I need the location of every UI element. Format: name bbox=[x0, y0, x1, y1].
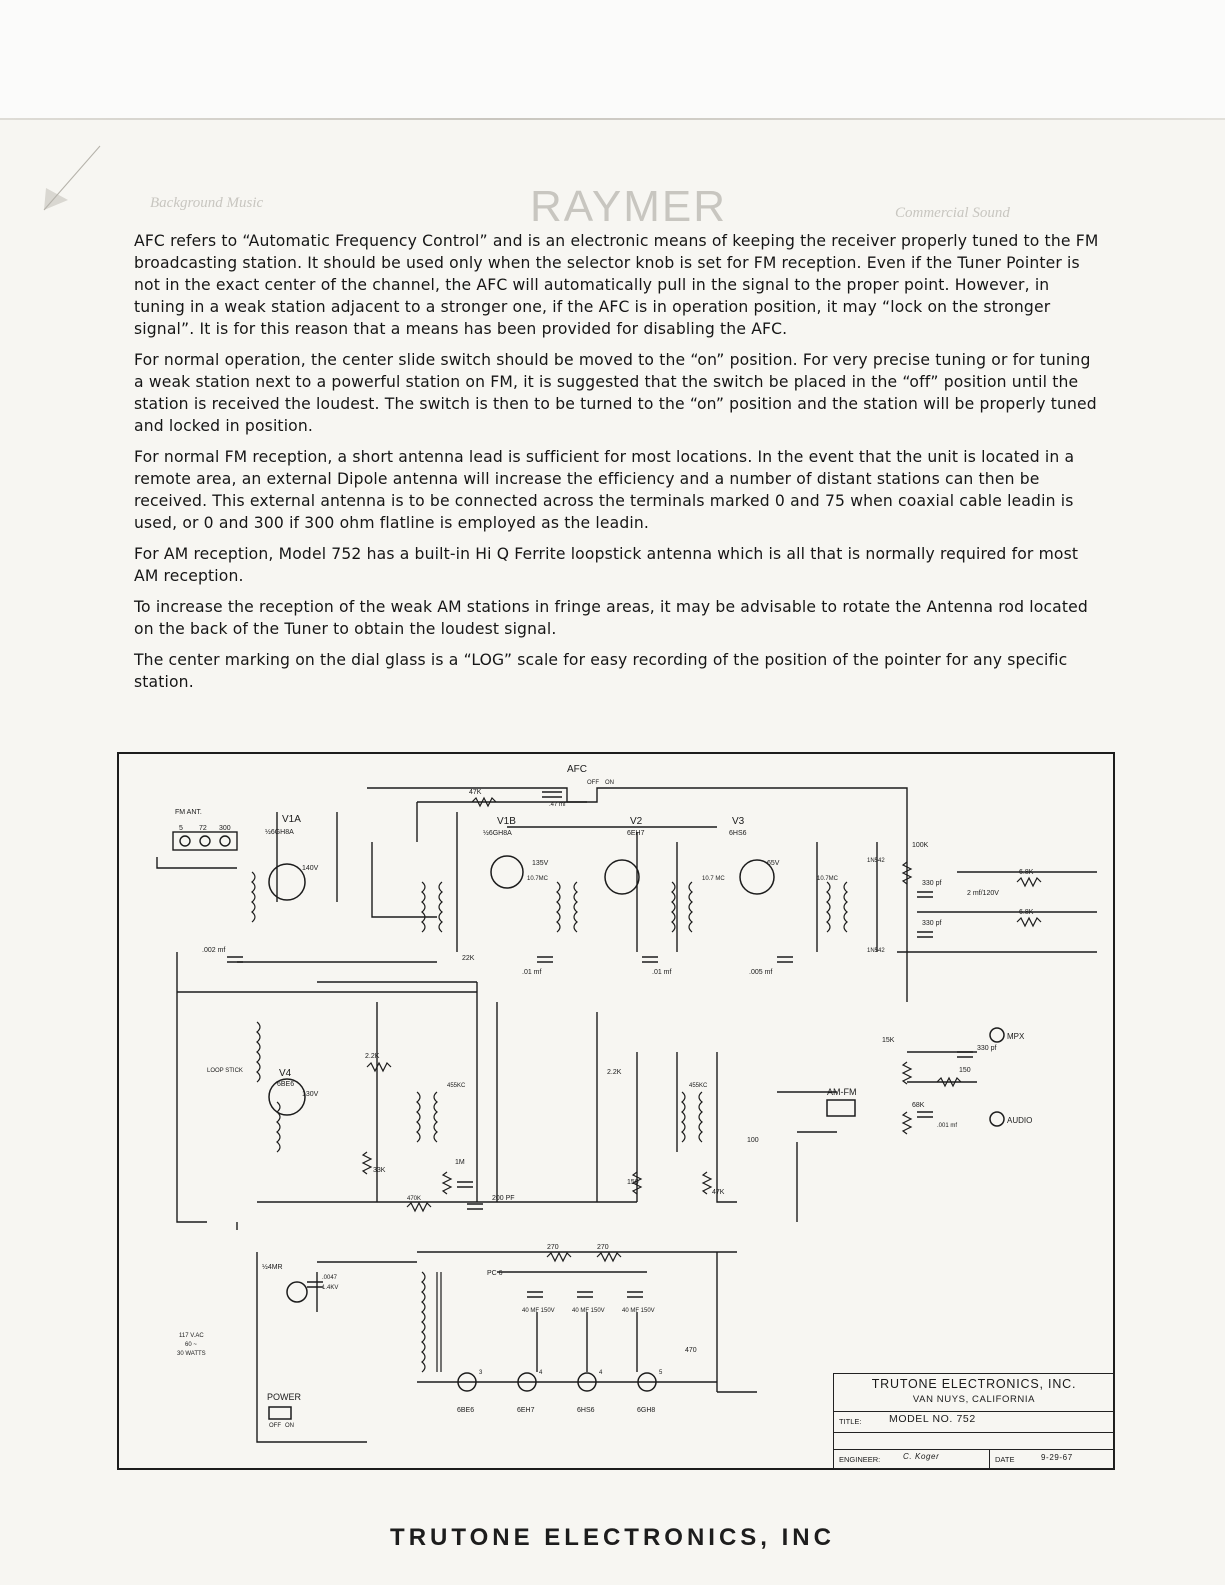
if-455-label: 455KC bbox=[689, 1083, 708, 1089]
b-plus-130v: 130V bbox=[302, 1091, 319, 1098]
b-plus-135v: 135V bbox=[532, 860, 549, 867]
b-plus-140v: 140V bbox=[302, 865, 319, 872]
r47k-label: 47K bbox=[712, 1189, 725, 1196]
footer-company-name: TRUTONE ELECTRONICS, INC bbox=[390, 1524, 835, 1551]
audio-output-label: AUDIO bbox=[1007, 1116, 1033, 1125]
r33k-label: 33K bbox=[373, 1167, 386, 1174]
pin-number: 5 bbox=[659, 1370, 663, 1376]
r100-label: 100 bbox=[747, 1137, 759, 1144]
engineer-label: ENGINEER: bbox=[839, 1455, 881, 1464]
mains-label: 117 V.AC bbox=[179, 1333, 204, 1339]
pc6-label: PC 6 bbox=[487, 1270, 503, 1277]
diode-label: 1N542 bbox=[867, 948, 885, 954]
scan-edge bbox=[0, 118, 1225, 120]
c330-label: 330 pf bbox=[922, 920, 942, 927]
pin-number: 4 bbox=[599, 1370, 603, 1376]
tube-v3-label: V3 bbox=[732, 816, 745, 827]
c47-label: .47 mf bbox=[549, 802, 566, 808]
paragraph-am-reception: For AM reception, Model 752 has a built-in Hi Q Ferrite loopstick antenna which is all that is normally required for most AM reception. bbox=[134, 545, 1079, 585]
title-label: TITLE: bbox=[839, 1417, 862, 1426]
pin-number: 3 bbox=[479, 1370, 483, 1376]
diode-label: 1N542 bbox=[867, 858, 885, 864]
c200pf-label: 200 PF bbox=[492, 1195, 515, 1202]
heater-tube-label: 6EH7 bbox=[517, 1407, 535, 1414]
tube-v4-label: V4 bbox=[279, 1068, 292, 1079]
fold-mark bbox=[38, 140, 108, 215]
r150-label: 150 bbox=[627, 1179, 639, 1186]
bleed-through-title: RAYMER bbox=[530, 182, 727, 231]
r15k-label: 15K bbox=[882, 1037, 895, 1044]
c40mf-label: 40 MF 150V bbox=[572, 1308, 605, 1314]
c0047-label: .0047 bbox=[322, 1275, 338, 1281]
r2-2k-label: 2.2K bbox=[365, 1053, 380, 1060]
if-10-7-label: 10.7 MC bbox=[702, 876, 725, 882]
tube-v3-type: 6HS6 bbox=[729, 830, 747, 837]
tube-v2-type: 6EH7 bbox=[627, 830, 645, 837]
r270-label: 270 bbox=[597, 1244, 609, 1251]
paragraph-log-scale: The center marking on the dial glass is a “LOG” scale for easy recording of the position of the pointer for any specific station. bbox=[134, 651, 1068, 691]
power-switch-label: POWER bbox=[267, 1392, 302, 1402]
title-block-city: VAN NUYS, CALIFORNIA bbox=[912, 1394, 1036, 1405]
r470-label: 470 bbox=[685, 1347, 697, 1354]
afc-switch-label: AFC bbox=[567, 764, 587, 775]
date-label: DATE bbox=[995, 1455, 1015, 1464]
tube-v1a-label: V1A bbox=[282, 814, 301, 825]
r22k-label: 22K bbox=[462, 955, 475, 962]
b-plus-65v: 65V bbox=[767, 860, 780, 867]
tube-v4-type: 6BE6 bbox=[277, 1081, 295, 1088]
c40mf-label: 40 MF 150V bbox=[622, 1308, 655, 1314]
c001-label: .001 mf bbox=[937, 1123, 958, 1129]
pin-number: 4 bbox=[539, 1370, 543, 1376]
r470k-label: 470K bbox=[407, 1196, 422, 1202]
paragraph-fm-antenna: For normal FM reception, a short antenna lead is sufficient for most locations. In the event that the unit is located in a remote area, an external Dipole antenna will increase the efficiency and a number of distant stations can then be received. This external antenna is to be connected across the terminals marked 0 and 75 when coaxial cable leadin is used, or 0 and 300 if 300 ohm flatline is employed as the leadin. bbox=[134, 448, 1075, 532]
if-10-7-label: 10.7MC bbox=[817, 876, 839, 882]
afc-instructions bbox=[134, 230, 1102, 702]
afc-off-label: OFF bbox=[587, 780, 599, 786]
heater-tube-label: 6BE6 bbox=[457, 1407, 475, 1414]
loopstick-label: LOOP STICK bbox=[207, 1068, 243, 1074]
paragraph-afc: AFC refers to “Automatic Frequency Control” and is an electronic means of keeping the receiver properly tuned to the FM broadcasting station. It should be used only when the selector knob is set for FM reception. Even if the Tuner Pointer is not in the exact center of the channel, the AFC will automatically pull in the signal to the proper point. However, in tuning in a weak station adjacent to a stronger one, if the AFC is in operation position, it may “lock on the stronger signal”. It is for this reason that a means has been provided for disabling the AFC. bbox=[134, 232, 1099, 338]
am-fm-switch-label: AM-FM bbox=[827, 1087, 857, 1097]
scan-margin bbox=[0, 0, 1225, 118]
engineer-signature: C. Koger bbox=[903, 1452, 940, 1461]
schematic-diagram bbox=[117, 752, 1115, 1470]
rectifier-label: ½4MR bbox=[262, 1264, 283, 1271]
c01-label: .01 mf bbox=[522, 969, 542, 976]
tube-v1a-type: ½6GH8A bbox=[265, 829, 294, 836]
r150-label: 150 bbox=[959, 1067, 971, 1074]
title-block-company: TRUTONE ELECTRONICS, INC. bbox=[871, 1377, 1077, 1391]
if-10-7-label: 10.7MC bbox=[527, 876, 549, 882]
fm-antenna-label: FM ANT. bbox=[175, 809, 202, 816]
paragraph-antenna-rod: To increase the reception of the weak AM stations in fringe areas, it may be advisable to rotate the Antenna rod located on the back of the Tuner to obtain the loudest signal. bbox=[134, 598, 1088, 638]
c0047-voltage: 1.4KV bbox=[322, 1285, 339, 1291]
drawing-date: 9-29-67 bbox=[1041, 1453, 1073, 1462]
if-455-label: 455KC bbox=[447, 1083, 466, 1089]
r68k-label: 68K bbox=[912, 1102, 925, 1109]
tube-v1b-type: ½6GH8A bbox=[483, 830, 512, 837]
c01-label: .01 mf bbox=[652, 969, 672, 976]
r2-2k-label: 2.2K bbox=[607, 1069, 622, 1076]
antenna-terminal-300: 300 bbox=[219, 825, 231, 832]
power-on-label: ON bbox=[285, 1423, 294, 1429]
bleed-through-signature: Commercial Sound bbox=[895, 205, 1010, 221]
c330-label: 330 pf bbox=[977, 1045, 997, 1052]
c002-label: .002 mf bbox=[202, 947, 226, 954]
model-number: MODEL NO. 752 bbox=[889, 1413, 976, 1425]
power-off-label: OFF bbox=[269, 1423, 281, 1429]
mains-wattage: 30 WATTS bbox=[177, 1351, 206, 1357]
paragraph-slide-switch: For normal operation, the center slide switch should be moved to the “on” position. For very precise tuning or for tuning a weak station next to a powerful station on FM, it is suggested that the switch be placed in the “off” position until the station is received the loudest. The switch is then to be turned to the “on” position and the station will be properly tuned and locked in position. bbox=[134, 351, 1097, 435]
drawing-title-block bbox=[833, 1373, 1115, 1470]
c005-label: .005 mf bbox=[749, 969, 773, 976]
afc-on-label: ON bbox=[605, 780, 614, 786]
c330-label: 330 pf bbox=[922, 880, 942, 887]
mpx-output-label: MPX bbox=[1007, 1032, 1025, 1041]
r68k-label: 6.8K bbox=[1019, 909, 1034, 916]
r1m-label: 1M bbox=[455, 1159, 465, 1166]
antenna-terminal-5: 5 bbox=[179, 825, 183, 832]
r47k-label: 47K bbox=[469, 789, 482, 796]
c40mf-label: 40 MF 150V bbox=[522, 1308, 555, 1314]
tube-v2-label: V2 bbox=[630, 816, 643, 827]
antenna-terminal-72: 72 bbox=[199, 825, 207, 832]
tube-v1b-label: V1B bbox=[497, 816, 516, 827]
heater-tube-label: 6GH8 bbox=[637, 1407, 656, 1414]
r100k-label: 100K bbox=[912, 842, 929, 849]
r270-label: 270 bbox=[547, 1244, 559, 1251]
bleed-through-signature: Background Music bbox=[150, 195, 264, 211]
mains-frequency: 60 ~ bbox=[185, 1342, 197, 1348]
c2mf-label: 2 mf/120V bbox=[967, 890, 999, 897]
r68k-label: 6.8K bbox=[1019, 869, 1034, 876]
heater-tube-label: 6HS6 bbox=[577, 1407, 595, 1414]
